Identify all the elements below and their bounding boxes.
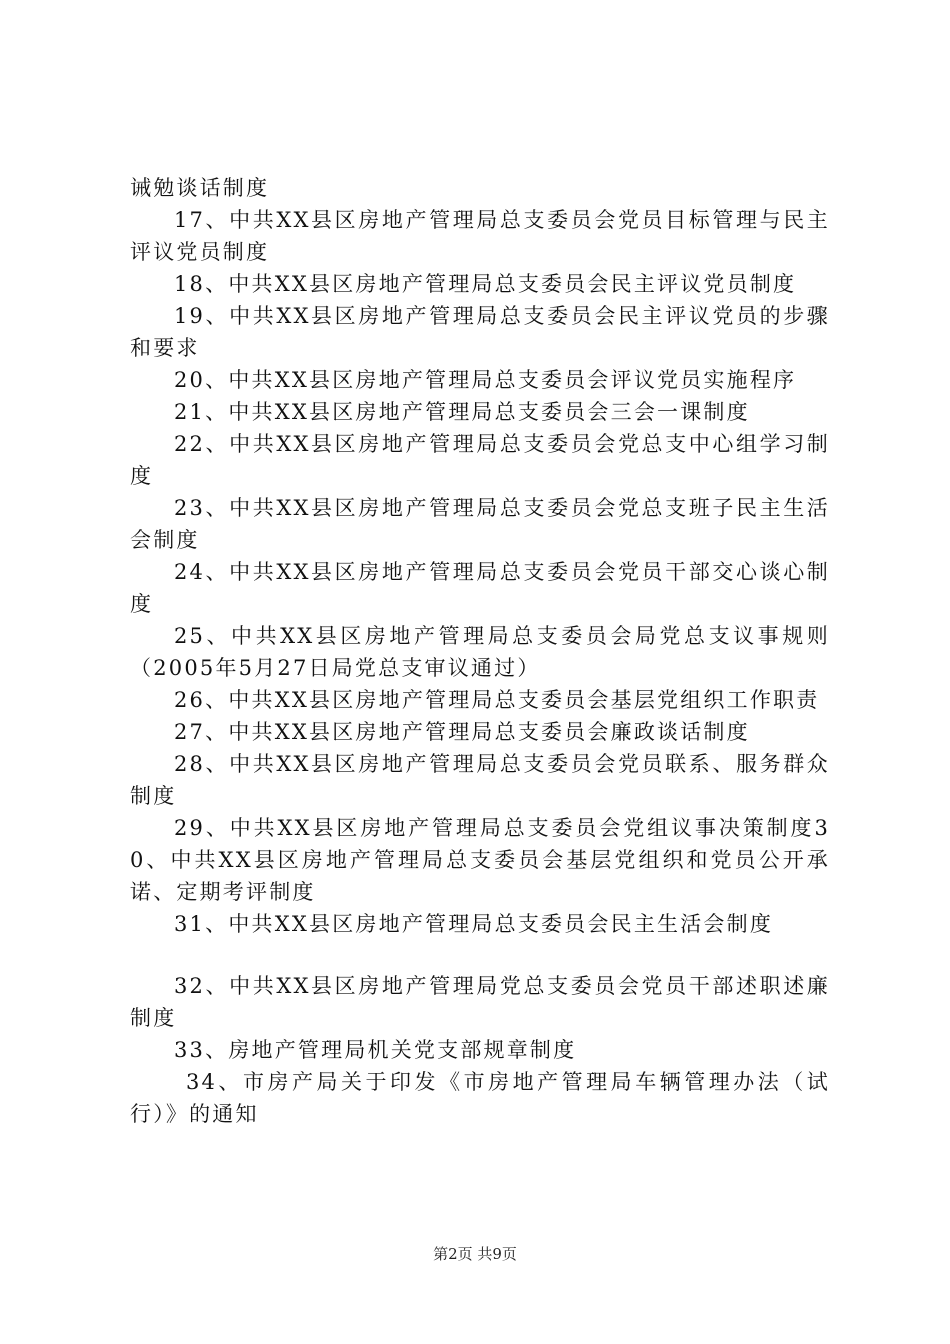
paragraph-item-21: 21、中共XX县区房地产管理局总支委员会三会一课制度 [174,400,750,424]
paragraph-item-26: 26、中共XX县区房地产管理局总支委员会基层党组织工作职责 [174,688,820,712]
paragraph-item-23: 23、中共XX县区房地产管理局总支委员会党总支班子民主生活会制度 [130,496,830,552]
paragraph-item-18: 18、中共XX县区房地产管理局总支委员会民主评议党员制度 [174,272,797,296]
paragraph-item-27: 27、中共XX县区房地产管理局总支委员会廉政谈话制度 [174,720,750,744]
paragraph-item-17: 17、中共XX县区房地产管理局总支委员会党员目标管理与民主评议党员制度 [130,208,830,264]
paragraph-item-25: 25、中共XX县区房地产管理局总支委员会局党总支议事规则（2005年5月27日局党总支审议通过） [130,624,830,680]
paragraph-item-29-30: 29、中共XX县区房地产管理局总支委员会党组议事决策制度30、中共XX县区房地产管理局总支委员会基层党组织和党员公开承诺、定期考评制度 [130,816,830,904]
paragraph-item-33: 33、房地产管理局机关党支部规章制度 [174,1038,577,1062]
document-body [130,172,830,1130]
paragraph-item-19: 19、中共XX县区房地产管理局总支委员会民主评议党员的步骤和要求 [130,304,830,360]
paragraph-item-32: 32、中共XX县区房地产管理局党总支委员会党员干部述职述廉制度 [130,974,830,1030]
page-number-footer: 第2页 共9页 [433,1245,517,1263]
paragraph-item-24: 24、中共XX县区房地产管理局总支委员会党员干部交心谈心制度 [130,560,830,616]
paragraph-item-22: 22、中共XX县区房地产管理局总支委员会党总支中心组学习制度 [130,432,830,488]
paragraph-item-28: 28、中共XX县区房地产管理局总支委员会党员联系、服务群众制度 [130,752,830,808]
paragraph-gap [130,940,830,970]
paragraph-item-34: 34、市房产局关于印发《市房地产管理局车辆管理办法（试行）》的通知 [130,1070,830,1126]
paragraph-item-31: 31、中共XX县区房地产管理局总支委员会民主生活会制度 [174,912,774,936]
paragraph-item-20: 20、中共XX县区房地产管理局总支委员会评议党员实施程序 [174,368,797,392]
paragraph-continuation: 诫勉谈话制度 [130,176,270,200]
